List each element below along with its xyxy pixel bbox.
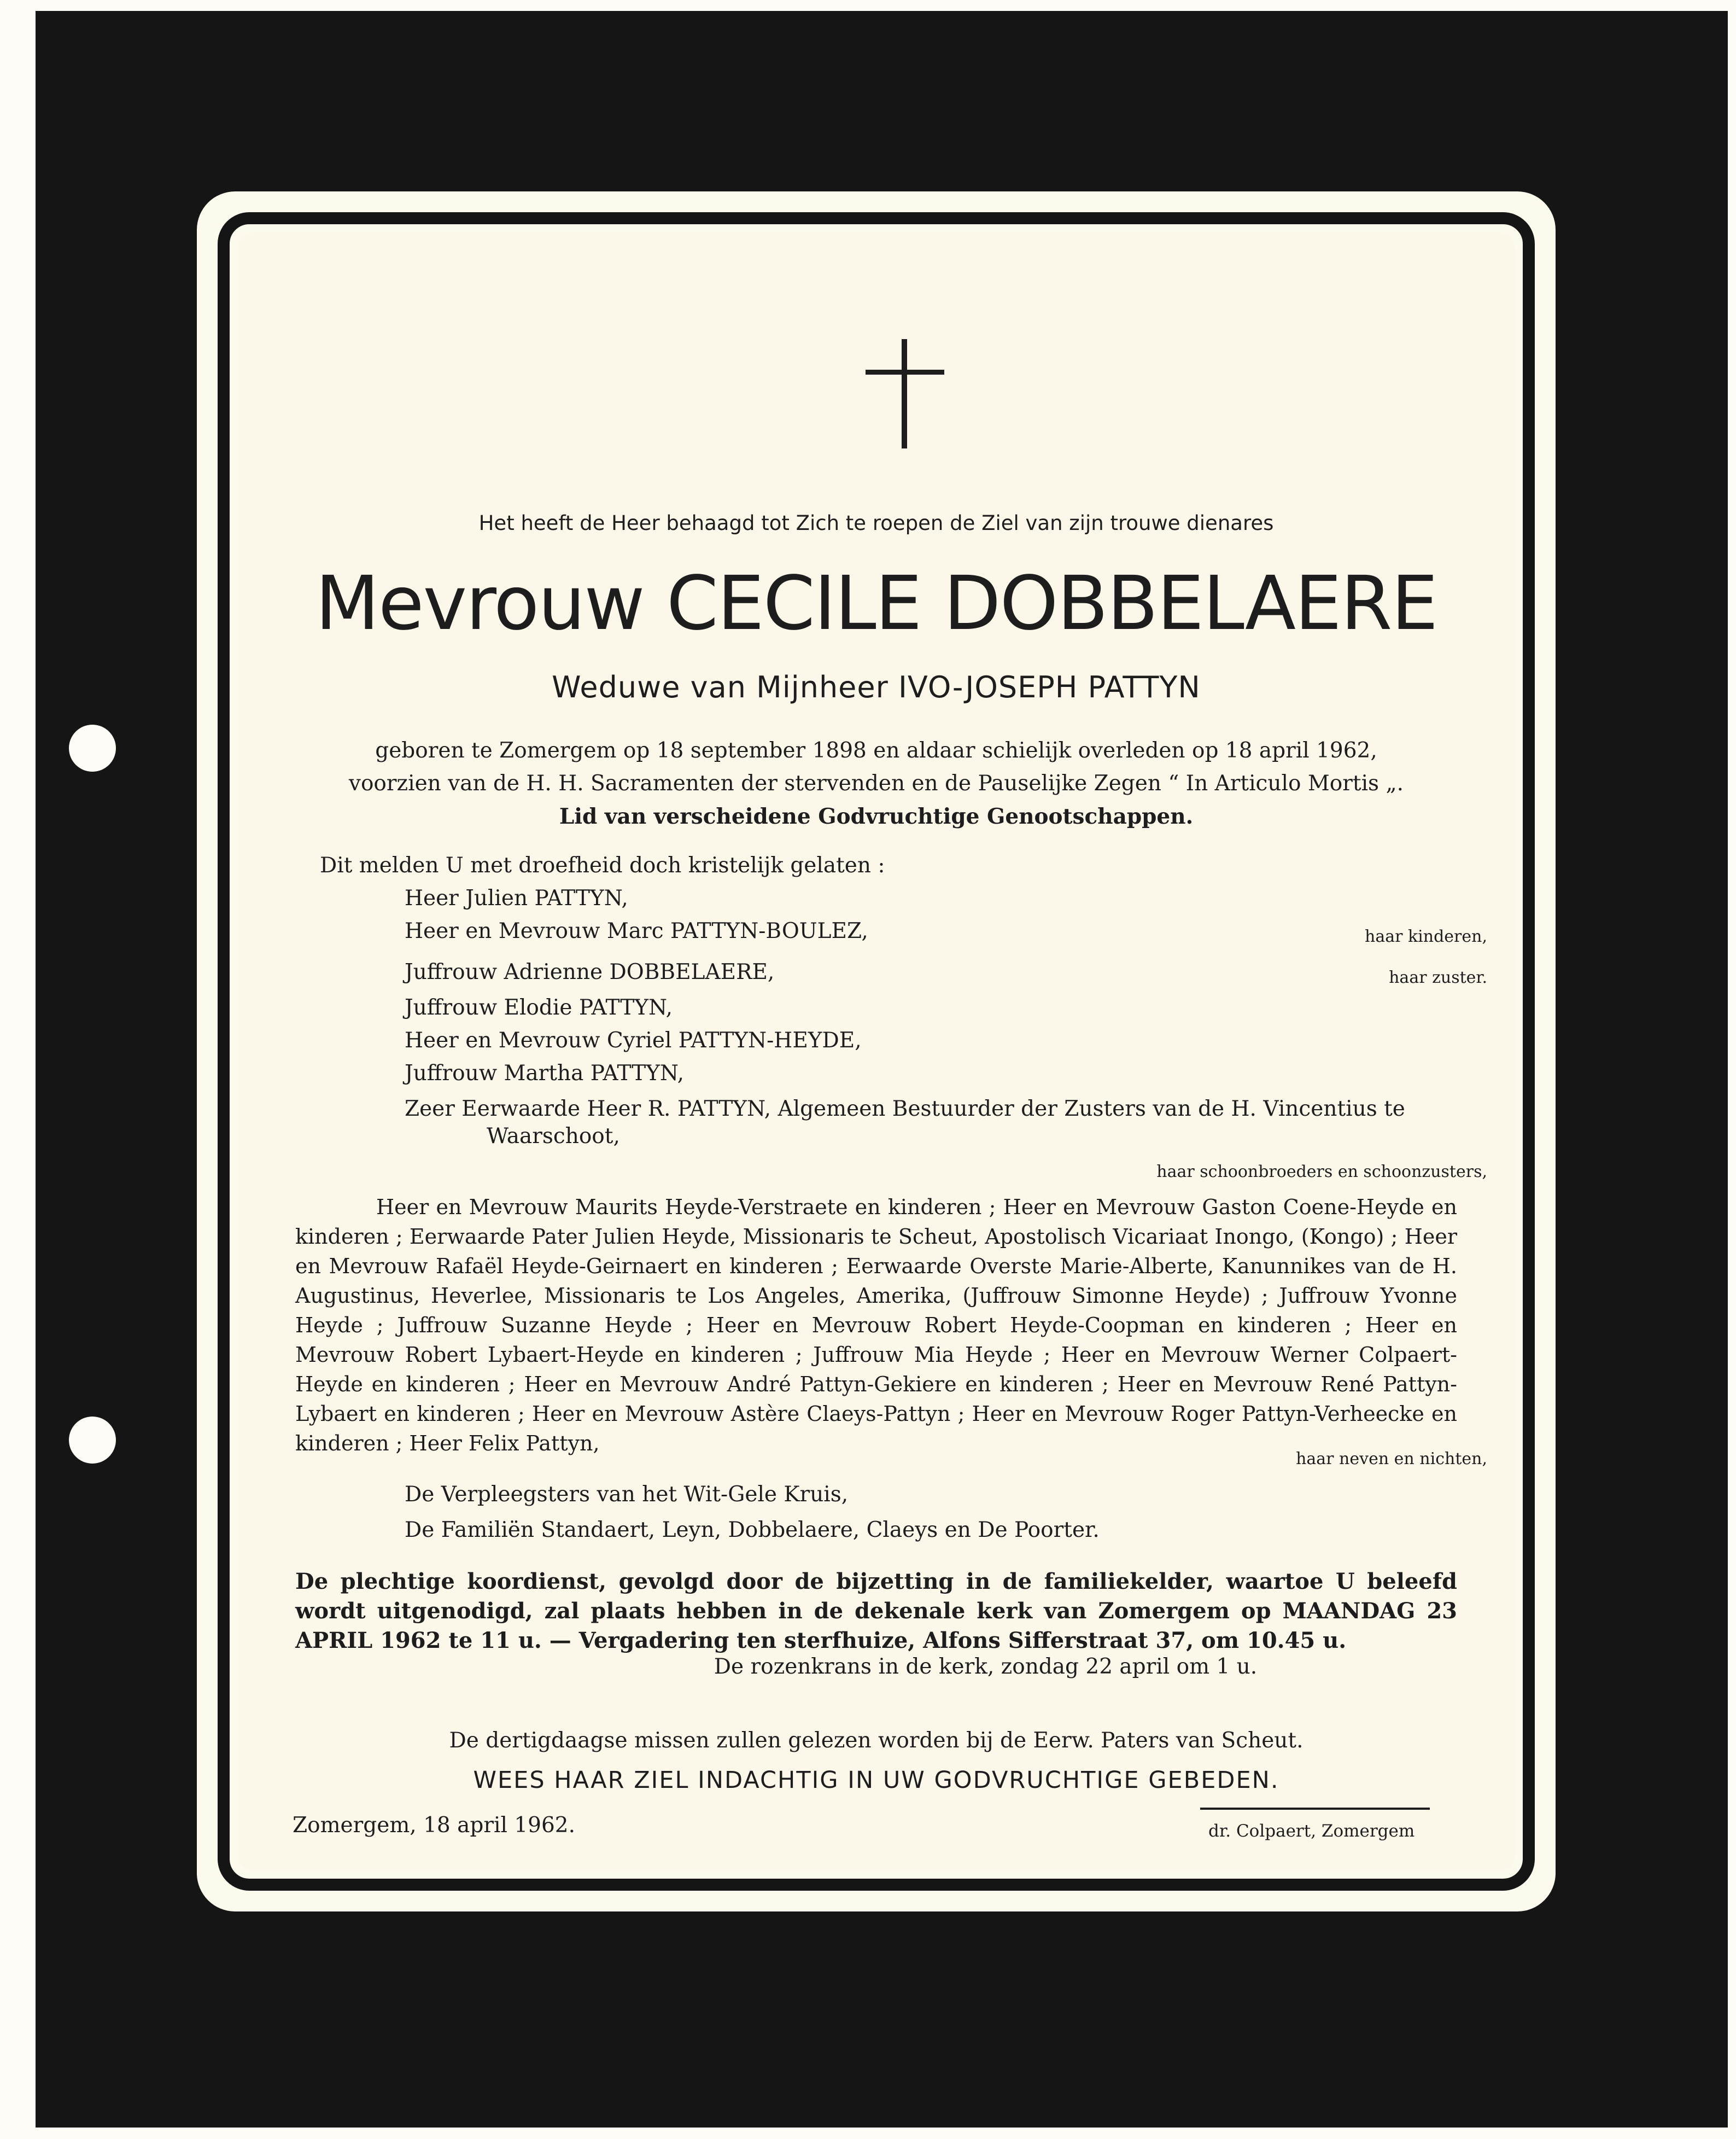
sacraments-text: voorzien van de H. H. Sacramenten der stervenden en de Pauselijke Zegen “ In Articulo Mortis „. bbox=[348, 771, 1404, 796]
family-member: Heer Julien PATTYN, bbox=[405, 886, 628, 911]
family-member: Heer en Mevrouw Cyriel PATTYN-HEYDE, bbox=[405, 1028, 862, 1053]
relation-label: haar kinderen, bbox=[1365, 927, 1487, 946]
deceased-name: Mevrouw CECILE DOBBELAERE bbox=[315, 561, 1437, 647]
family-member: Juffrouw Elodie PATTYN, bbox=[405, 995, 673, 1020]
membership-text: Lid van verscheidene Godvruchtige Genootschappen. bbox=[559, 804, 1194, 829]
relatives-paragraph: Heer en Mevrouw Maurits Heyde-Verstraete en kinderen ; Heer en Mevrouw Gaston Coene-Heyde en kinderen ; Eerwaarde Pater Julien Heyde, Missionaris te Scheut, Apostolisch Vicariaat Inongo, (Kongo) ; Heer en Mevrouw Rafaël Heyde-Geirnaert en kinderen ; Eerwaarde Overste Marie-Alberte, Kanunnikes van de H. Augustinus, Heverlee, Missionaris te Los Angeles, Amerika, (Juffrouw Simonne Heyde) ; Juffrouw Yvonne Heyde ; Juffrouw Suzanne Heyde ; Heer en Mevrouw Robert Heyde-Coopman en kinderen ; Heer en Mevrouw Robert Lybaert-Heyde en kinderen ; Juffrouw Mia Heyde ; Heer en Mevrouw Werner Colpaert-Heyde en kinderen ; Heer en Mevrouw André Pattyn-Gekiere en kinderen ; Heer en Mevrouw René Pattyn-Lybaert en kinderen ; Heer en Mevrouw Astère Claeys-Pattyn ; Heer en Mevrouw Roger Pattyn-Verheecke en kinderen ; Heer Felix Pattyn, bbox=[295, 1195, 1457, 1455]
place-and-date: Zomergem, 18 april 1962. bbox=[293, 1813, 575, 1838]
funeral-service-text: De plechtige koordienst, gevolgd door de bijzetting in de familiekelder, waartoe U beleefd wordt uitgenodigd, zal plaats hebben in de dekenale kerk van Zomergem op MAANDAG 23 APRIL 1962 te 11 u. — Vergadering ten sterfhuize, Alfons Sifferstraat 37, om 10.45 u. bbox=[295, 1569, 1457, 1653]
family-member: Zeer Eerwaarde Heer R. PATTYN, Algemeen Bestuurder der Zusters van de H. Vincentius te bbox=[405, 1097, 1405, 1121]
relation-label: haar schoonbroeders en schoonzusters, bbox=[1156, 1162, 1487, 1181]
family-member-continued: Waarschoot, bbox=[487, 1124, 620, 1149]
divider bbox=[1200, 1808, 1430, 1810]
latin-cross-icon bbox=[861, 339, 949, 448]
closing-prayer: WEES HAAR ZIEL INDACHTIG IN UW GODVRUCHTIGE GEBEDEN. bbox=[473, 1767, 1279, 1794]
nurses-line: De Verpleegsters van het Wit-Gele Kruis, bbox=[405, 1482, 849, 1507]
punch-hole bbox=[69, 1417, 116, 1464]
birth-death-text: geboren te Zomergem op 18 september 1898 en aldaar schielijk overleden op 18 april 1962, bbox=[375, 738, 1377, 763]
family-member: Juffrouw Adrienne DOBBELAERE, bbox=[405, 960, 775, 984]
announcement-text: Dit melden U met droefheid doch kristelijk gelaten : bbox=[320, 853, 885, 878]
relation-label: haar neven en nichten, bbox=[1296, 1449, 1487, 1468]
printer-credit: dr. Colpaert, Zomergem bbox=[1208, 1821, 1415, 1841]
families-line: De Familiën Standaert, Leyn, Dobbelaere, Claeys en De Poorter. bbox=[405, 1518, 1100, 1542]
card-content bbox=[238, 232, 1515, 1870]
death-notice-card bbox=[197, 191, 1556, 1911]
rosary-text: De rozenkrans in de kerk, zondag 22 april om 1 u. bbox=[714, 1654, 1258, 1679]
punch-hole bbox=[69, 725, 116, 772]
family-member: Heer en Mevrouw Marc PATTYN-BOULEZ, bbox=[405, 919, 868, 943]
relation-label: haar zuster. bbox=[1389, 968, 1487, 987]
widow-of-text: Weduwe van Mijnheer IVO-JOSEPH PATTYN bbox=[552, 670, 1201, 704]
family-member: Juffrouw Martha PATTYN, bbox=[405, 1061, 684, 1086]
intro-text: Het heeft de Heer behaagd tot Zich te roepen de Ziel van zijn trouwe dienares bbox=[478, 511, 1274, 535]
masses-text: De dertigdaagse missen zullen gelezen worden bij de Eerw. Paters van Scheut. bbox=[449, 1728, 1304, 1753]
